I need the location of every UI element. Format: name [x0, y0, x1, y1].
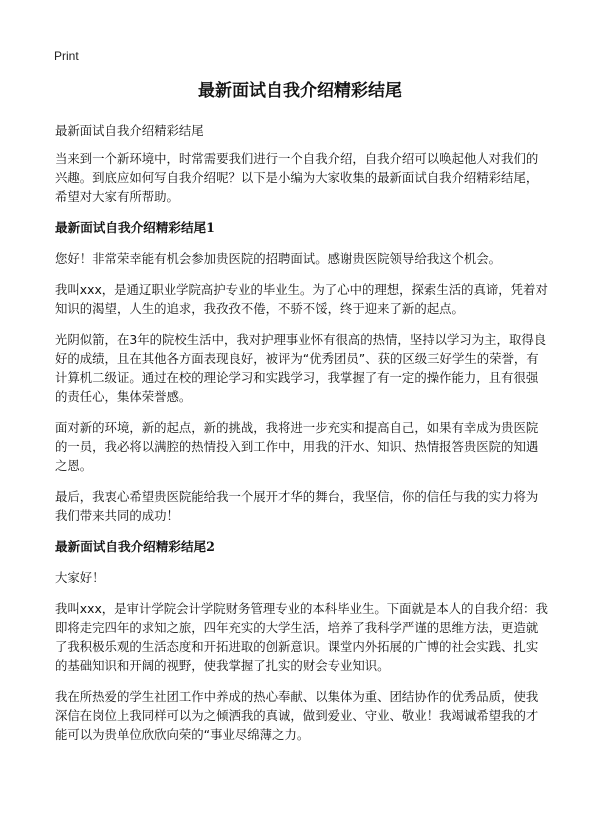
section-paragraph: 您好！非常荣幸能有机会参加贵医院的招聘面试。感谢贵医院领导给我这个机会。 — [55, 251, 502, 266]
page-title: 最新面试自我介绍精彩结尾 — [198, 81, 402, 101]
intro-paragraph: 当来到一个新环境中，时常需要我们进行一个自我介绍，自我介绍可以唤起他人对我们的兴趣。到底应如何写自我介绍呢？以下是小编为大家收集的最新面试自我介绍精彩结尾，希望对大家有所帮助。 — [55, 151, 539, 204]
section-1 — [55, 218, 550, 525]
section-heading: 最新面试自我介绍精彩结尾1 — [55, 220, 215, 235]
section-2 — [55, 537, 550, 744]
section-paragraph: 光阴似箭，在3年的院校生活中，我对护理事业怀有很高的热情，坚持以学习为主，取得良好的成绩，且在其他各方面表现良好，被评为“优秀团员”、获的区级三好学生的荣誉，有计算机二级证。通过在校的理论学习和实践学习，我掌握了有一定的操作能力，且有很强的责任心，集体荣誉感。 — [55, 332, 547, 404]
article-subtitle: 最新面试自我介绍精彩结尾 — [55, 123, 204, 138]
section-paragraph: 我叫xxx，是审计学院会计学院财务管理专业的本科毕业生。下面就是本人的自我介绍：我即将走完四年的求知之旅，四年充实的大学生活，培养了我科学严谨的思维方法，更造就了我积极乐观的生活态度和开拓进取的创新意识。课堂内外拓展的广博的社会实践、扎实的基础知识和开阔的视野，使我掌握了扎实的财会专业知识。 — [55, 601, 548, 673]
section-paragraph: 大家好！ — [55, 570, 105, 585]
article-body — [55, 121, 550, 756]
section-paragraph: 面对新的环境，新的起点，新的挑战，我将进一步充实和提高自己，如果有幸成为贵医院的一员，我必将以满腔的热情投入到工作中，用我的汗水、知识、热情报答贵医院的知遇之恩。 — [55, 420, 539, 473]
section-paragraph: 我在所热爱的学生社团工作中养成的热心奉献、以集体为重、团结协作的优秀品质，使我深信在岗位上我同样可以为之倾洒我的真诚，做到爱业、守业、敬业！我竭诚希望我的才能可以为贵单位欣欣向荣的“事业尽绵薄之力。 — [55, 689, 539, 742]
section-paragraph: 我叫xxx，是通辽职业学院高护专业的毕业生。为了心中的理想，探索生活的真谛，凭着对知识的渴望，人生的追求，我孜孜不倦，不骄不馁，终于迎来了新的起点。 — [55, 282, 548, 316]
print-link[interactable]: Print — [54, 49, 79, 63]
section-paragraph: 最后，我衷心希望贵医院能给我一个展开才华的舞台，我坚信，你的信任与我的实力将为我们带来共同的成功！ — [55, 489, 539, 523]
section-heading: 最新面试自我介绍精彩结尾2 — [55, 539, 215, 554]
